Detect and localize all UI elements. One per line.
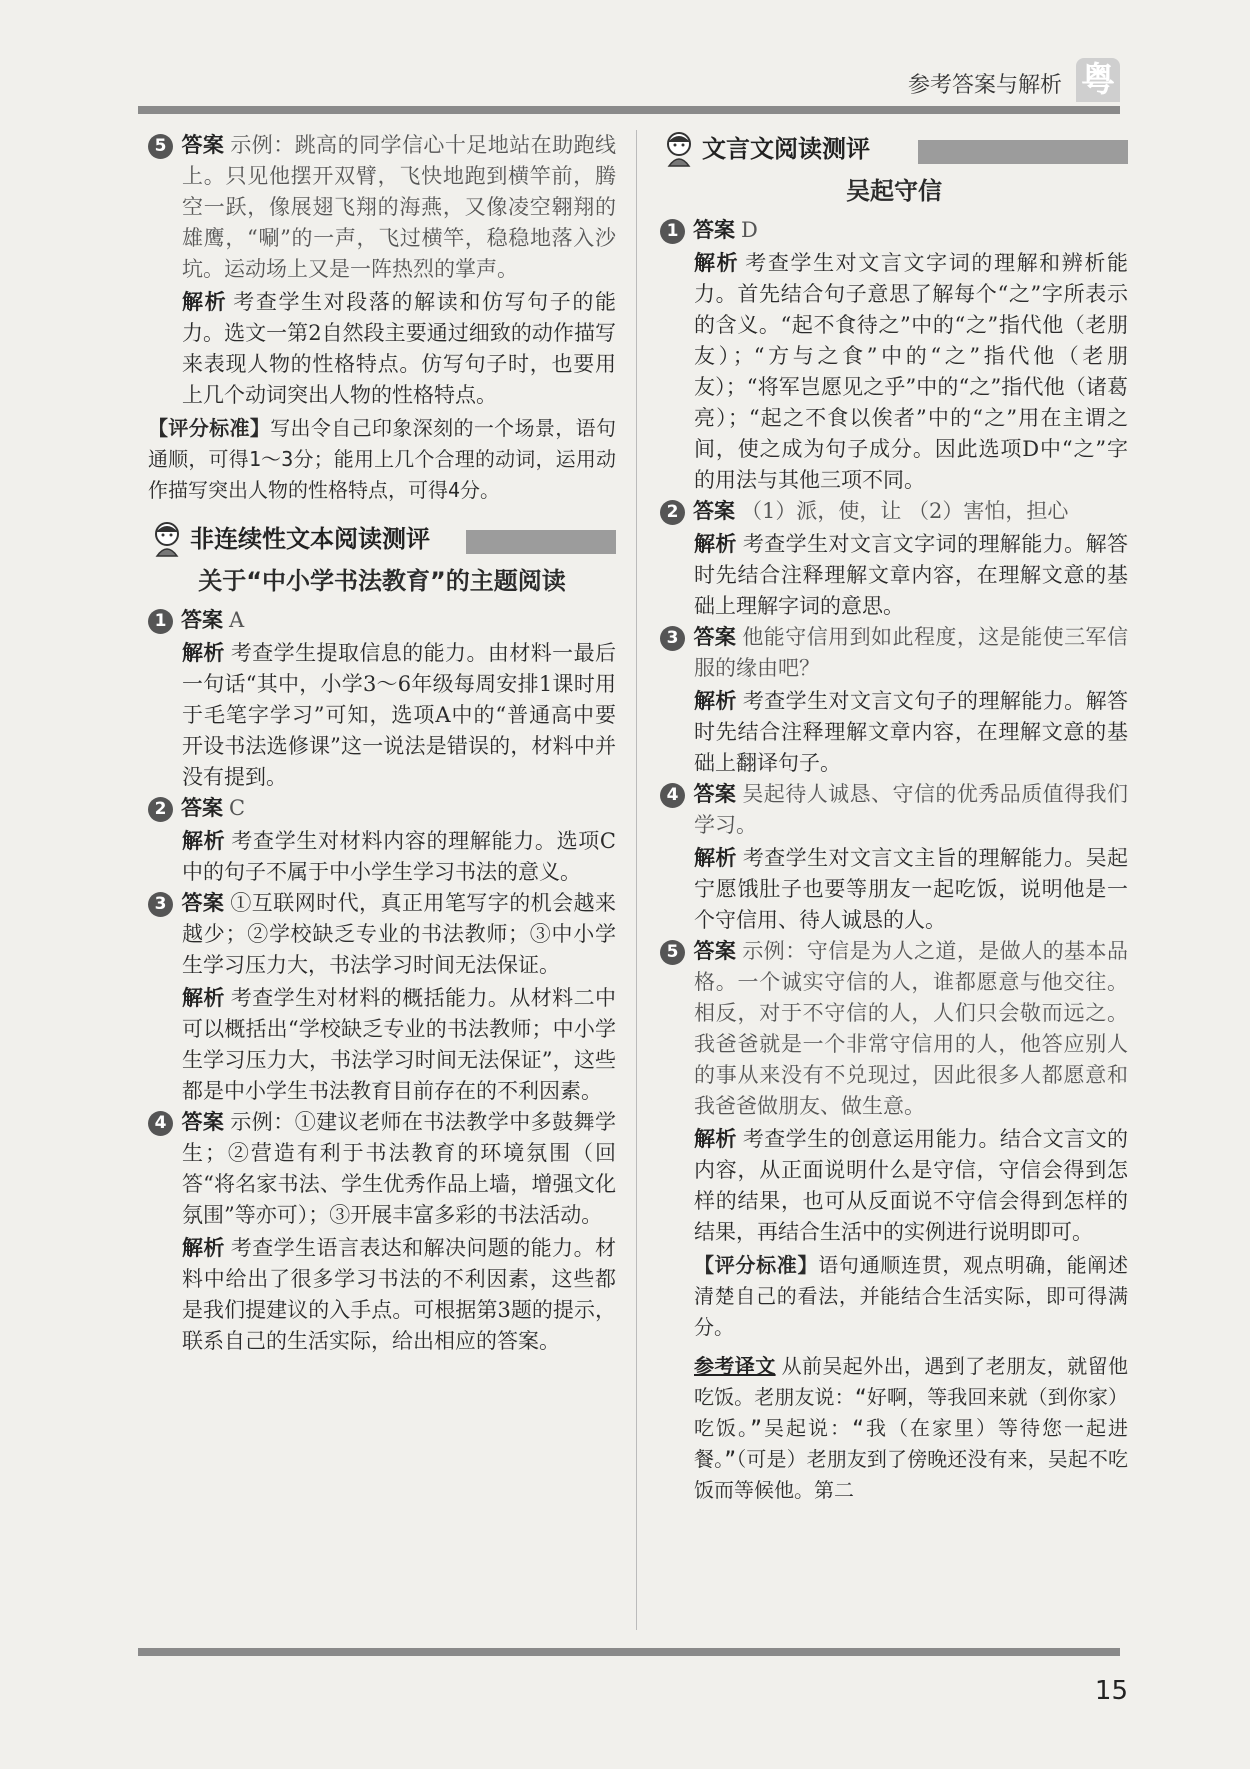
right-column	[660, 130, 1128, 1506]
left-column	[148, 130, 616, 1357]
translation-label: 参考译文	[694, 1354, 776, 1378]
answer-label: 答案	[693, 939, 737, 963]
question-number: 1	[660, 219, 685, 244]
section-header-nonlinear	[148, 520, 616, 562]
column-divider	[636, 130, 637, 1630]
analysis-text: 考查学生对材料内容的理解能力。选项C中的句子不属于中小学生学习书法的意义。	[182, 829, 617, 884]
section-bar	[918, 140, 1128, 164]
answer-text: A	[229, 608, 245, 632]
question-3-answer	[154, 888, 617, 981]
analysis-text: 考查学生对段落的解读和仿写句子的能力。选文一第2自然段主要通过细致的动作描写来表现人物的性格特点。仿写句子时，也要用上几个动词突出人物的性格特点。	[182, 290, 617, 407]
answer-label: 答案	[181, 133, 225, 157]
answer-label: 答案	[181, 891, 225, 915]
section-header-classical	[660, 130, 1128, 172]
answer-text: ①互联网时代，真正用笔写字的机会越来越少；②学校缺乏专业的书法教师；③中小学生学习压力大，书法学习时间无法保证。	[182, 891, 617, 977]
answer-text: 他能守信用到如此程度，这是能使三军信服的缘由吧？	[694, 625, 1129, 680]
analysis-text: 考查学生对文言文字词的理解和辨析能力。首先结合句子意思了解每个“之”字所表示的含义。“起不食待之”中的“之”指代他（老朋友）；“方与之食”中的“之”指代他（老朋友）；“将军岂愿见之乎”中的“之”指代他（诸葛亮）；“起之不食以俟者”中的“之”用在主谓之间，使之成为句子成分。因此选项D中“之”字的用法与其他三项不同。	[694, 251, 1129, 492]
question-2-answer	[154, 793, 616, 824]
page-header	[138, 58, 1120, 114]
question-1-answer	[666, 215, 1128, 246]
question-5-analysis	[182, 287, 616, 411]
answer-text: 示例：守信是为人之道，是做人的基本品格。一个诚实守信的人，谁都愿意与他交往。相反，对于不守信的人，人们只会敬而远之。我爸爸就是一个非常守信用的人，他答应别人的事从来没有不兑现过，因此很多人都愿意和我爸爸做朋友、做生意。	[694, 939, 1129, 1118]
analysis-label: 解析	[694, 1127, 737, 1151]
analysis-label: 解析	[182, 986, 225, 1010]
criteria-label: 【评分标准】	[148, 416, 271, 440]
question-number: 4	[148, 1111, 173, 1136]
region-badge: 粤	[1076, 58, 1120, 102]
answer-label: 答案	[181, 796, 223, 820]
question-5-answer	[154, 130, 617, 285]
answer-label: 答案	[693, 625, 737, 649]
analysis-text: 考查学生对材料的概括能力。从材料二中可以概括出“学校缺乏专业的书法教师；中小学生学习压力大，书法学习时间无法保证”，这些都是中小学生书法教育目前存在的不利因素。	[182, 986, 616, 1103]
question-4-answer	[154, 1107, 617, 1231]
analysis-label: 解析	[182, 290, 228, 314]
question-3-analysis	[182, 983, 616, 1107]
answer-text: C	[229, 796, 246, 820]
question-number: 3	[660, 626, 685, 651]
question-number: 2	[660, 500, 685, 525]
criteria-text: 写出令自己印象深刻的一个场景，语句通顺，可得1～3分；能用上几个合理的动词，运用动作描写突出人物的性格特点，可得4分。	[148, 416, 617, 502]
question-2-analysis	[694, 529, 1128, 622]
translation-text: 从前吴起外出，遇到了老朋友，就留他吃饭。老朋友说：“好啊，等我回来就（到你家）吃饭。”吴起说：“我（在家里）等待您一起进餐。”（可是）老朋友到了傍晚还没有来，吴起不吃饭而等候他。第二	[694, 1354, 1129, 1502]
footer-rule	[138, 1648, 1120, 1656]
question-4-analysis	[182, 1233, 616, 1357]
analysis-label: 解析	[182, 641, 225, 665]
header-rule	[138, 106, 1120, 114]
section-subtitle: 关于“中小学书法教育”的主题阅读	[198, 567, 566, 595]
criteria-label: 【评分标准】	[694, 1253, 819, 1277]
answer-label: 答案	[181, 608, 223, 632]
question-3-analysis	[694, 686, 1128, 779]
question-1-analysis	[694, 248, 1128, 496]
question-5-answer	[666, 936, 1129, 1122]
page-number: 15	[1094, 1676, 1128, 1706]
reference-translation	[694, 1351, 1128, 1506]
section-bar	[466, 530, 616, 554]
analysis-label: 解析	[694, 251, 740, 275]
analysis-text: 考查学生对文言文主旨的理解能力。吴起宁愿饿肚子也要等朋友一起吃饭，说明他是一个守信用、待人诚恳的人。	[694, 846, 1128, 932]
section-subtitle: 吴起守信	[846, 177, 942, 205]
question-number: 4	[660, 783, 685, 808]
question-5-criteria	[694, 1250, 1128, 1343]
question-2-answer	[666, 496, 1128, 527]
analysis-text: 考查学生的创意运用能力。结合文言文的内容，从正面说明什么是守信，守信会得到怎样的结果，也可从反面说不守信会得到怎样的结果，再结合生活中的实例进行说明即可。	[694, 1127, 1128, 1244]
question-number: 5	[660, 940, 685, 965]
question-number: 3	[148, 892, 173, 917]
answer-label: 答案	[693, 499, 735, 523]
question-number: 2	[148, 797, 173, 822]
question-1-answer	[154, 605, 616, 636]
answer-label: 答案	[693, 782, 737, 806]
header-title: 参考答案与解析	[907, 73, 1062, 98]
analysis-label: 解析	[182, 829, 226, 853]
answer-text: 吴起待人诚恳、守信的优秀品质值得我们学习。	[694, 782, 1129, 837]
analysis-label: 解析	[694, 532, 737, 556]
student-avatar-icon	[148, 520, 186, 560]
criteria-text: 语句通顺连贯，观点明确，能阐述清楚自己的看法，并能结合生活实际，即可得满分。	[694, 1253, 1129, 1339]
analysis-text: 考查学生对文言文字词的理解能力。解答时先结合注释理解文章内容，在理解文意的基础上理解字词的意思。	[694, 532, 1128, 618]
answer-label: 答案	[693, 218, 735, 242]
answer-text: D	[741, 218, 758, 242]
answer-text: 示例：跳高的同学信心十足地站在助跑线上。只见他摆开双臂，飞快地跑到横竿前，腾空一跃，像展翅飞翔的海燕，又像凌空翱翔的雄鹰，“唰”的一声，飞过横竿，稳稳地落入沙坑。运动场上又是一阵热烈的掌声。	[182, 133, 617, 281]
analysis-text: 考查学生提取信息的能力。由材料一最后一句话“其中，小学3～6年级每周安排1课时用于毛笔字学习”可知，选项A中的“普通高中要开设书法选修课”这一说法是错误的，材料中并没有提到。	[182, 641, 616, 789]
answer-text: （1）派，使，让 （2）害怕，担心	[741, 499, 1069, 523]
analysis-label: 解析	[694, 689, 737, 713]
section-title: 文言文阅读测评	[702, 135, 870, 163]
question-3-answer	[666, 622, 1129, 684]
student-avatar-icon	[660, 130, 698, 170]
question-1-analysis	[182, 638, 616, 793]
question-number: 1	[148, 609, 173, 634]
question-5-analysis	[694, 1124, 1128, 1248]
section-title: 非连续性文本阅读测评	[190, 525, 430, 553]
answer-text: 示例：①建议老师在书法教学中多鼓舞学生；②营造有利于书法教育的环境氛围（回答“将名家书法、学生优秀作品上墙，增强文化氛围”等亦可）；③开展丰富多彩的书法活动。	[182, 1110, 617, 1227]
answer-label: 答案	[181, 1110, 225, 1134]
question-4-analysis	[694, 843, 1128, 936]
question-4-answer	[666, 779, 1129, 841]
question-number: 5	[148, 134, 173, 159]
analysis-label: 解析	[182, 1236, 225, 1260]
question-5-criteria	[148, 413, 616, 506]
analysis-text: 考查学生对文言文句子的理解能力。解答时先结合注释理解文章内容，在理解文意的基础上翻译句子。	[694, 689, 1128, 775]
analysis-label: 解析	[694, 846, 737, 870]
analysis-text: 考查学生语言表达和解决问题的能力。材料中给出了很多学习书法的不利因素，这些都是我们提建议的入手点。可根据第3题的提示，联系自己的生活实际，给出相应的答案。	[182, 1236, 616, 1353]
question-2-analysis	[182, 826, 616, 888]
